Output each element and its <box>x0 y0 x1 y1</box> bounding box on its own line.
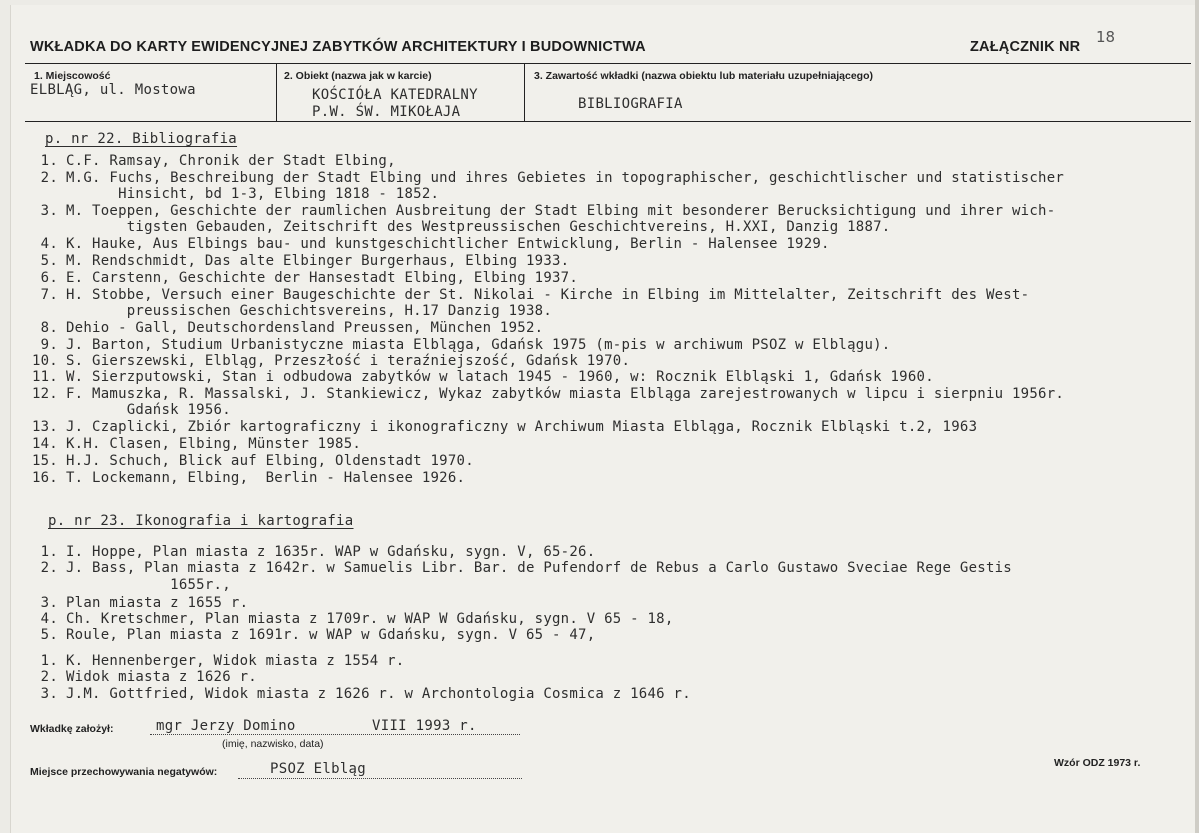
list-item <box>30 419 977 435</box>
item-text: S. Gierszewski, Elbląg, Przeszłość i teraźniejszość, Gdańsk 1970. <box>66 353 631 369</box>
list-item <box>30 270 578 286</box>
created-by-name: mgr Jerzy Domino <box>156 718 296 734</box>
item-number: 13. <box>31 419 58 435</box>
item-number: 3. <box>40 203 58 219</box>
list-item <box>30 595 248 611</box>
item-text: Hinsicht, bd 1-3, Elbing 1818 - 1852. <box>66 186 440 202</box>
list-item <box>30 219 890 235</box>
list-item <box>30 170 1064 186</box>
item-number: 4. <box>40 236 58 252</box>
contents-value: BIBLIOGRAFIA <box>578 96 683 112</box>
item-text: K. Hauke, Aus Elbings bau- und kunstgeschichtlicher Entwicklung, Berlin - Halensee 1929. <box>66 236 830 252</box>
item-text: H. Stobbe, Versuch einer Baugeschichte der St. Nikolai - Kirche in Elbing im Mittelalter, Zeitschrift des West- <box>66 287 1030 303</box>
item-text: J.M. Gottfried, Widok miasta z 1626 r. w Archontologia Cosmica z 1646 r. <box>66 686 691 702</box>
created-by-line <box>150 734 520 735</box>
list-item <box>30 470 465 486</box>
item-number: 3. <box>40 686 58 702</box>
item-number: 1. <box>40 153 58 169</box>
item-text: Roule, Plan miasta z 1691r. w WAP w Gdańsku, sygn. V 65 - 47, <box>66 627 596 643</box>
list-item <box>30 303 552 319</box>
section-bibliography-title: p. nr 22. Bibliografia <box>45 131 238 147</box>
item-text: F. Mamuszka, R. Massalski, J. Stankiewicz, Wykaz zabytków miasta Elbląga zarejestrowanych w lipcu i sierpniu 1956r. <box>66 386 1065 402</box>
item-text: tigsten Gebauden, Zeitschrift des Westpreussischen Geschichtvereins, H.XXI, Danzig 1887. <box>66 219 891 235</box>
fields-rule <box>25 121 1191 122</box>
item-text: W. Sierzputowski, Stan i odbudowa zabytków w latach 1945 - 1960, w: Rocznik Elbląski 1, Gdańsk 1960. <box>66 369 934 385</box>
list-item <box>30 369 934 385</box>
item-number: 8. <box>40 320 58 336</box>
item-number: 3. <box>40 595 58 611</box>
list-item <box>30 320 543 336</box>
storage-label: Miejsce przechowywania negatywów: <box>30 766 218 778</box>
list-item <box>30 153 396 169</box>
annex-number: 18 <box>1096 28 1116 46</box>
item-number: 7. <box>40 287 58 303</box>
item-number: 10. <box>31 353 58 369</box>
item-number: 15. <box>31 453 58 469</box>
storage-line <box>238 778 522 779</box>
field-divider-2 <box>524 63 525 122</box>
item-text: J. Barton, Studium Urbanistyczne miasta Elbląga, Gdańsk 1975 (m-pis w archiwum PSOZ w Elblągu). <box>66 337 891 353</box>
list-item <box>30 686 691 702</box>
locality-value: ELBLĄG, ul. Mostowa <box>30 82 196 98</box>
list-item <box>30 436 361 452</box>
created-by-date: VIII 1993 r. <box>372 718 477 734</box>
item-number: 1. <box>40 544 58 560</box>
item-number: 5. <box>40 253 58 269</box>
list-item <box>30 627 595 643</box>
list-item <box>30 453 474 469</box>
list-item <box>30 402 231 418</box>
list-item <box>30 337 890 353</box>
form-title: WKŁADKA DO KARTY EWIDENCYJNEJ ZABYTKÓW ARCHITEKTURY I BUDOWNICTWA <box>30 39 646 55</box>
locality-label: 1. Miejscowość <box>34 70 111 82</box>
item-text: preussischen Geschichtsvereins, H.17 Danzig 1938. <box>66 303 553 319</box>
list-item <box>30 236 830 252</box>
list-item <box>30 560 1012 576</box>
field-divider-1 <box>276 63 277 122</box>
contents-label: 3. Zawartość wkładki (nazwa obiektu lub materiału uzupełniającego) <box>534 70 873 82</box>
item-text: I. Hoppe, Plan miasta z 1635r. WAP w Gdańsku, sygn. V, 65-26. <box>66 544 596 560</box>
item-text: Ch. Kretschmer, Plan miasta z 1709r. w WAP W Gdańsku, sygn. V 65 - 18, <box>66 611 674 627</box>
section-iconography-title: p. nr 23. Ikonografia i kartografia <box>48 513 354 529</box>
object-value-line2: P.W. ŚW. MIKOŁAJA <box>312 104 461 120</box>
storage-value: PSOZ Elbląg <box>270 761 367 777</box>
object-label: 2. Obiekt (nazwa jak w karcie) <box>284 70 432 82</box>
item-text: T. Lockemann, Elbing, Berlin - Halensee 1926. <box>66 470 466 486</box>
item-number: 4. <box>40 611 58 627</box>
item-text: Gdańsk 1956. <box>66 402 231 418</box>
object-value-line1: KOŚCIÓŁA KATEDRALNY <box>312 87 478 103</box>
item-text: C.F. Ramsay, Chronik der Stadt Elbing, <box>66 153 396 169</box>
item-text: M. Toeppen, Geschichte der raumlichen Ausbreitung der Stadt Elbing mit besonderer Berucksichtigung und ihrer wich- <box>66 203 1056 219</box>
item-text: Widok miasta z 1626 r. <box>66 669 257 685</box>
header-rule <box>25 63 1191 64</box>
item-number: 14. <box>31 436 58 452</box>
item-number: 16. <box>31 470 58 486</box>
item-text: Plan miasta z 1655 r. <box>66 595 249 611</box>
item-number: 12. <box>31 386 58 402</box>
item-text: J. Bass, Plan miasta z 1642r. w Samuelis Libr. Bar. de Pufendorf de Rebus a Carlo Gustawo Sveciae Rege Gestis <box>66 560 1012 576</box>
form-code: Wzór ODZ 1973 r. <box>1054 757 1141 769</box>
list-item <box>30 386 1064 402</box>
list-item <box>30 653 404 669</box>
item-text: E. Carstenn, Geschichte der Hansestadt Elbing, Elbing 1937. <box>66 270 579 286</box>
list-item <box>30 253 569 269</box>
list-item <box>30 203 1055 219</box>
list-item <box>30 186 439 202</box>
item-number: 11. <box>31 369 58 385</box>
item-number: 2. <box>40 669 58 685</box>
created-by-label: Wkładkę założył: <box>30 723 114 735</box>
list-item <box>30 577 231 593</box>
item-text: Dehio - Gall, Deutschordensland Preussen, München 1952. <box>66 320 544 336</box>
item-text: J. Czaplicki, Zbiór kartograficzny i ikonograficzny w Archiwum Miasta Elbląga, Rocznik Elbląski t.2, 1963 <box>66 419 978 435</box>
list-item <box>30 353 630 369</box>
item-number: 2. <box>40 170 58 186</box>
item-text: M. Rendschmidt, Das alte Elbinger Burgerhaus, Elbing 1933. <box>66 253 570 269</box>
card-edge <box>1195 0 1199 833</box>
item-text: 1655r., <box>66 577 231 593</box>
item-number: 5. <box>40 627 58 643</box>
list-item <box>30 544 595 560</box>
item-text: K.H. Clasen, Elbing, Münster 1985. <box>66 436 362 452</box>
item-text: H.J. Schuch, Blick auf Elbing, Oldenstadt 1970. <box>66 453 474 469</box>
item-number: 1. <box>40 653 58 669</box>
list-item <box>30 287 1029 303</box>
item-number: 6. <box>40 270 58 286</box>
item-text: M.G. Fuchs, Beschreibung der Stadt Elbing und ihres Gebietes in topographischer, geschichtlischer und statistischer <box>66 170 1065 186</box>
list-item <box>30 611 674 627</box>
list-item <box>30 669 257 685</box>
annex-label: ZAŁĄCZNIK NR <box>970 39 1081 55</box>
created-by-hint: (imię, nazwisko, data) <box>222 738 324 750</box>
item-number: 9. <box>40 337 58 353</box>
item-number: 2. <box>40 560 58 576</box>
item-text: K. Hennenberger, Widok miasta z 1554 r. <box>66 653 405 669</box>
